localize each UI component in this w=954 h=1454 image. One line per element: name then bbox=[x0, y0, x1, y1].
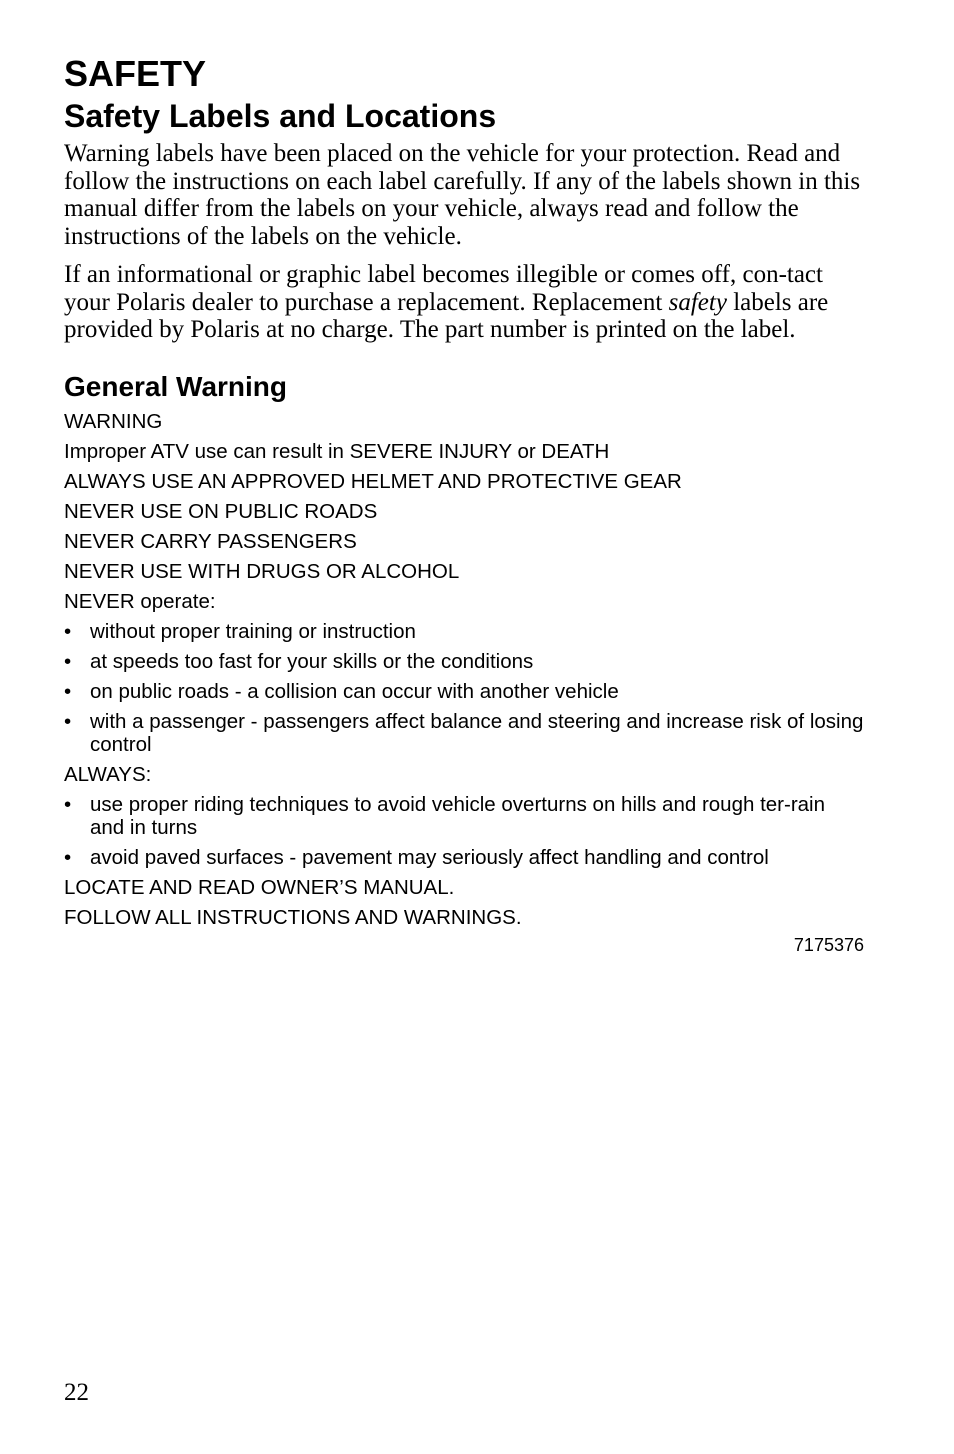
label-line-warning: WARNING bbox=[64, 409, 163, 433]
bullet-icon: • bbox=[64, 619, 72, 643]
list-item: • at speeds too fast for your skills or the conditions bbox=[64, 649, 534, 673]
list-item: • use proper riding techniques to avoid vehicle overturns on hills and rough ter-rain and in turns bbox=[64, 792, 826, 839]
part-number: 7175376 bbox=[793, 934, 864, 955]
label-line-improper-use: Improper ATV use can result in SEVERE INJURY or DEATH bbox=[64, 439, 610, 463]
list-item: • with a passenger - passengers affect balance and steering and increase risk of losing control bbox=[64, 709, 864, 756]
label-line-locate-manual: LOCATE AND READ OWNER’S MANUAL. bbox=[64, 875, 455, 899]
bullet-icon: • bbox=[64, 709, 72, 733]
bullet-icon: • bbox=[64, 845, 72, 869]
always-list bbox=[64, 793, 864, 869]
label-line-passengers: NEVER CARRY PASSENGERS bbox=[64, 529, 357, 553]
list-item: • without proper training or instruction bbox=[64, 619, 416, 643]
page-number: 22 bbox=[64, 1379, 89, 1406]
warning-label-text bbox=[64, 410, 864, 956]
replacement-text-italic: safety bbox=[668, 288, 727, 316]
section-heading: Safety Labels and Locations bbox=[64, 98, 497, 134]
label-line-never-operate: NEVER operate: bbox=[64, 589, 216, 613]
bullet-icon: • bbox=[64, 679, 72, 703]
replacement-text-start: If an informational or graphic label becomes illegible or comes off, con-tact your Polaris dealer to purchase a replacement. Replacement bbox=[64, 261, 823, 316]
manual-page bbox=[64, 52, 864, 956]
label-line-helmet: ALWAYS USE AN APPROVED HELMET AND PROTECTIVE GEAR bbox=[64, 469, 682, 493]
label-line-follow-instructions: FOLLOW ALL INSTRUCTIONS AND WARNINGS. bbox=[64, 905, 522, 929]
intro-paragraph: Warning labels have been placed on the vehicle for your protection. Read and follow the instructions on each label carefully. If any of the labels shown in this manual differ from the labels on your vehicle, always read and follow the instructions of the labels on the vehicle. bbox=[64, 140, 861, 250]
general-warning-heading: General Warning bbox=[64, 370, 288, 402]
list-item: • avoid paved surfaces - pavement may seriously affect handling and control bbox=[64, 845, 769, 869]
never-operate-list bbox=[64, 620, 864, 756]
label-line-public-roads: NEVER USE ON PUBLIC ROADS bbox=[64, 499, 378, 523]
list-item: • on public roads - a collision can occur with another vehicle bbox=[64, 679, 619, 703]
replacement-paragraph bbox=[64, 261, 864, 344]
label-line-always: ALWAYS: bbox=[64, 762, 152, 786]
label-line-drugs-alcohol: NEVER USE WITH DRUGS OR ALCOHOL bbox=[64, 559, 460, 583]
bullet-icon: • bbox=[64, 649, 72, 673]
replacement-text-end: labels are provided by Polaris at no charge. The part number is printed on the label. bbox=[64, 288, 829, 343]
chapter-title: SAFETY bbox=[64, 53, 207, 94]
bullet-icon: • bbox=[64, 792, 72, 816]
